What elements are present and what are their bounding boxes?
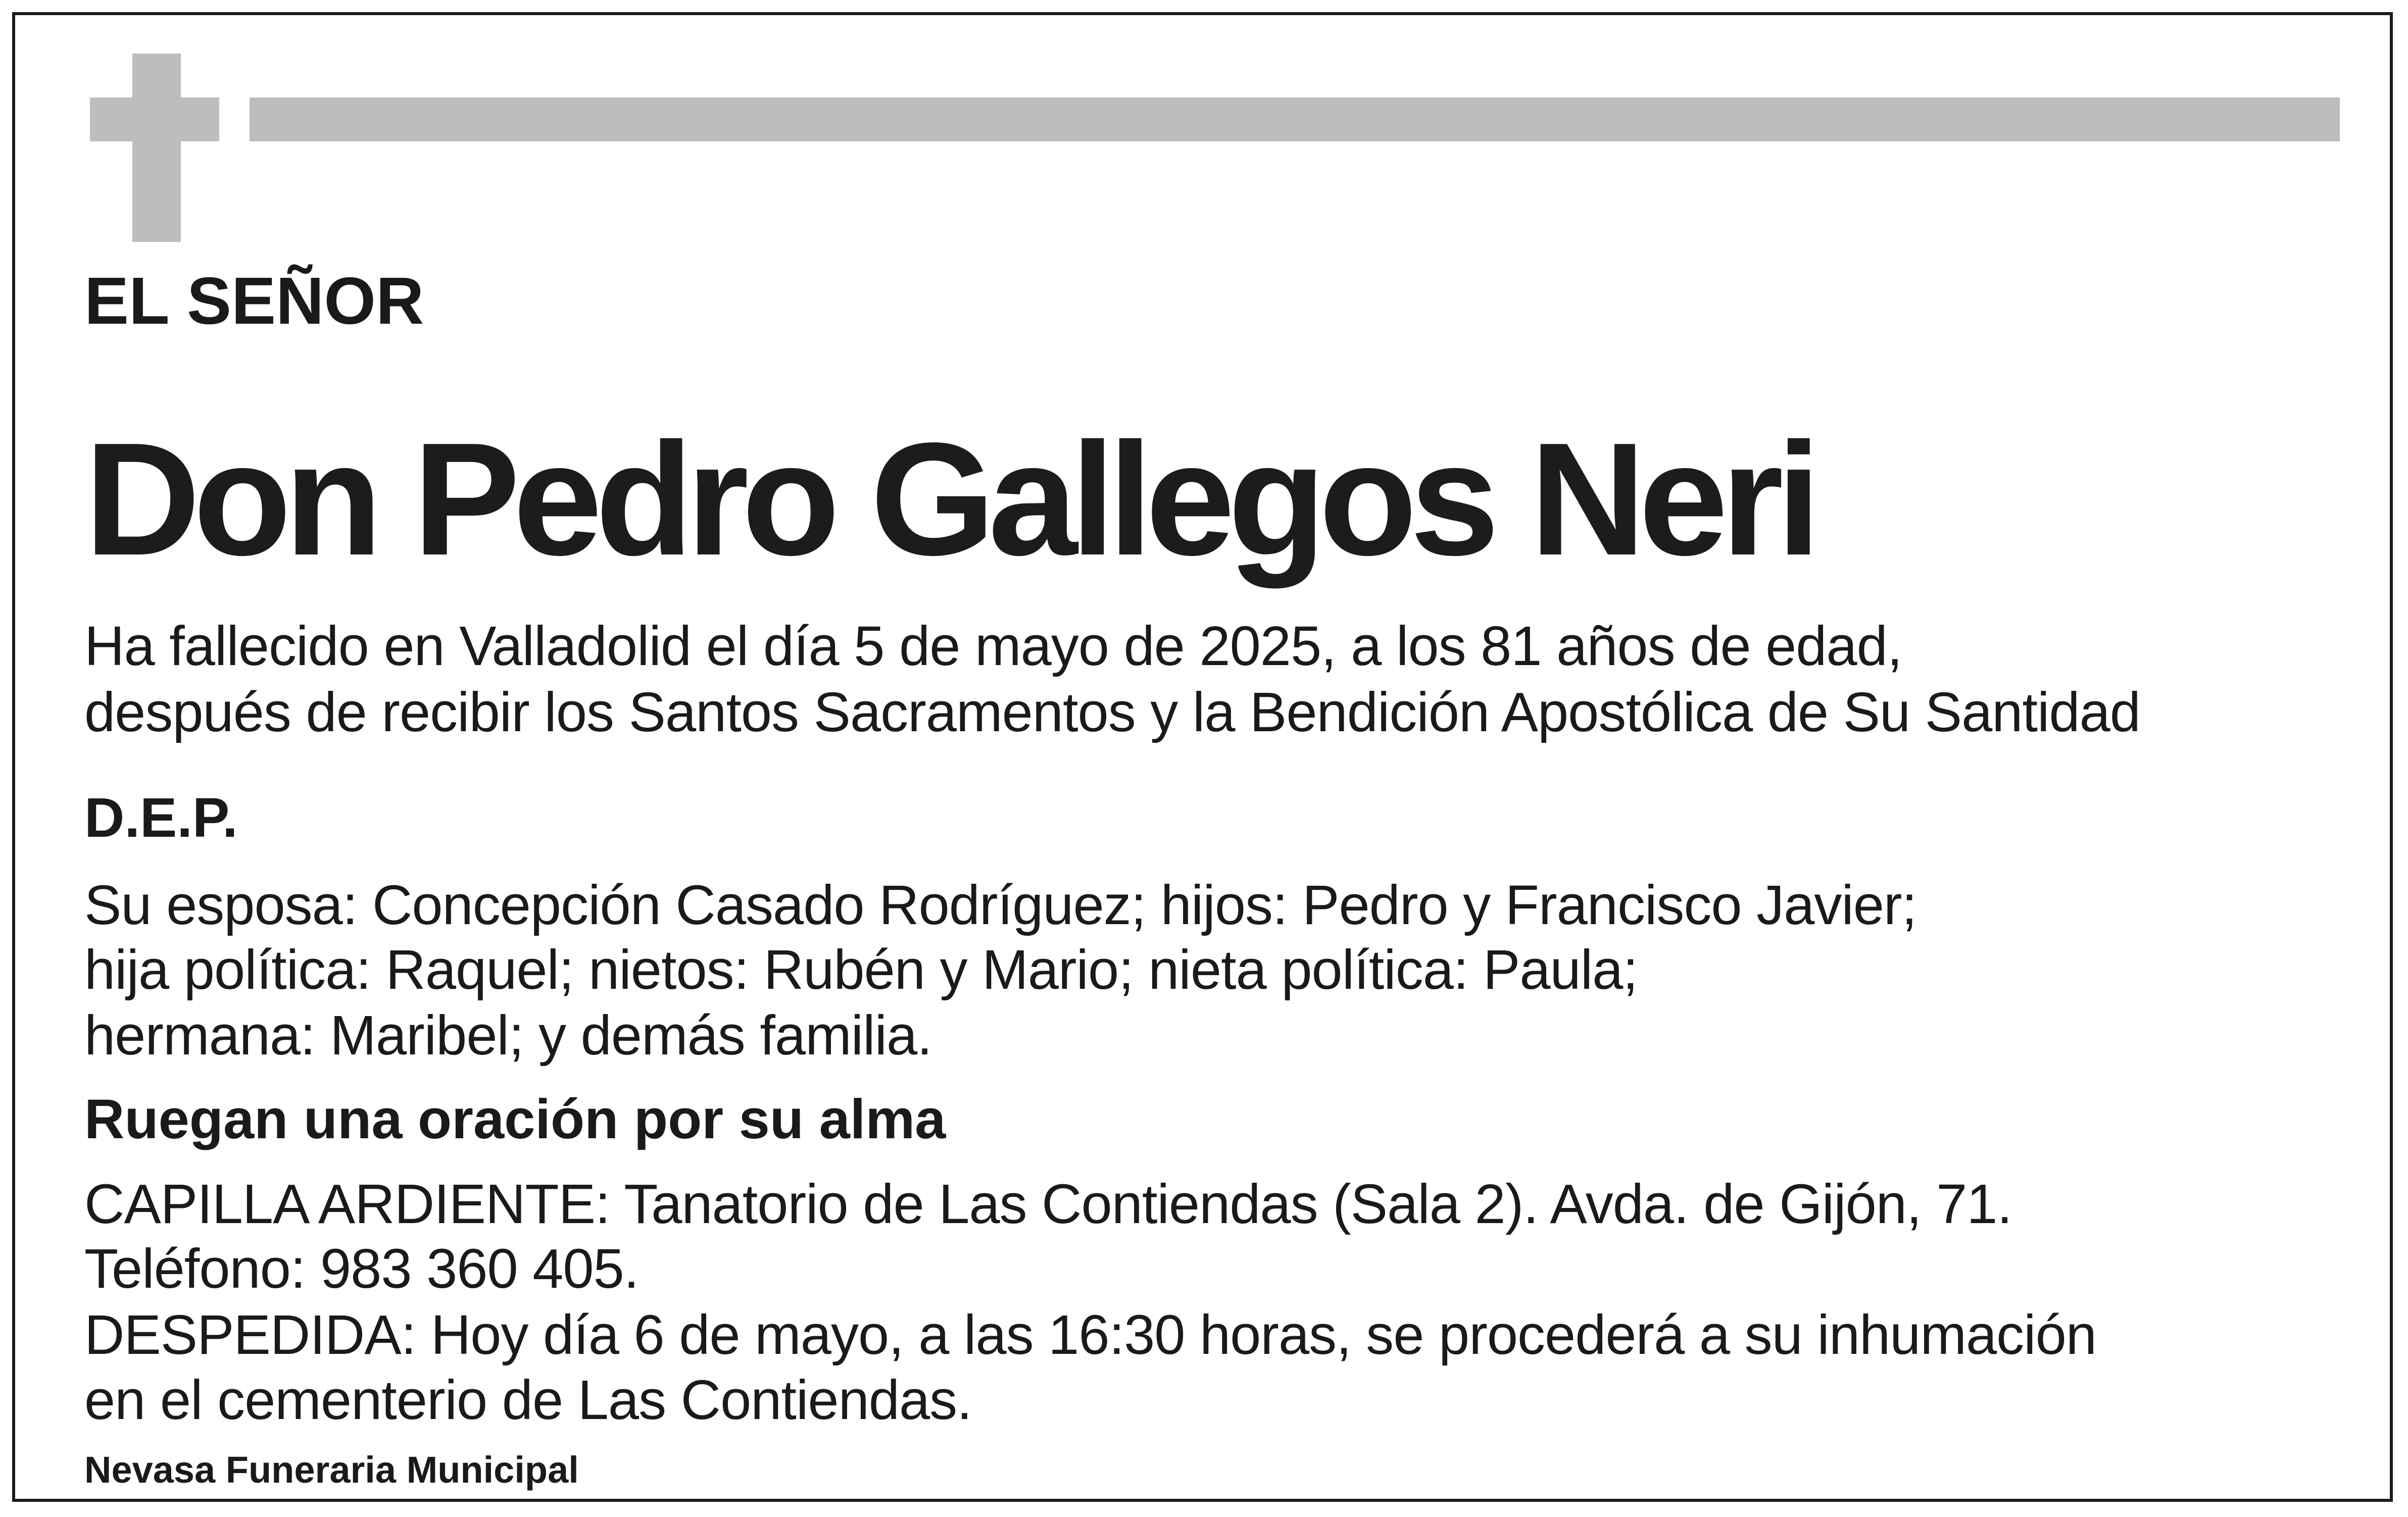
prayer-line: Ruegan una oración por su alma	[84, 1088, 946, 1150]
cross-horizontal-bar	[90, 97, 219, 141]
dep-label: D.E.P.	[84, 787, 238, 849]
details-line-1: CAPILLA ARDIENTE: Tanatorio de Las Contiendas (Sala 2). Avda. de Gijón, 71.	[84, 1173, 2012, 1235]
header-title: EL SEÑOR	[84, 264, 424, 338]
family-line-2: hija política: Raquel; nietos: Rubén y Mario; nieta política: Paula;	[84, 939, 1638, 1001]
details-line-4: en el cementerio de Las Contiendas.	[84, 1369, 972, 1431]
details-line-3: DESPEDIDA: Hoy día 6 de mayo, a las 16:30 horas, se procederá a su inhumación	[84, 1304, 2096, 1366]
family-line-3: hermana: Maribel; y demás familia.	[84, 1004, 932, 1067]
funeral-home-name: Nevasa Funeraria Municipal	[84, 1449, 579, 1491]
details-line-2: Teléfono: 983 360 405.	[84, 1238, 639, 1300]
header-rule	[250, 97, 2340, 141]
cross-vertical-bar	[132, 54, 181, 242]
announcement-line-1: Ha fallecido en Valladolid el día 5 de mayo de 2025, a los 81 años de edad,	[84, 615, 1902, 677]
deceased-name: Don Pedro Gallegos Neri	[84, 410, 1814, 589]
announcement-line-2: después de recibir los Santos Sacramentos y la Bendición Apostólica de Su Santidad	[84, 681, 2140, 743]
family-line-1: Su esposa: Concepción Casado Rodríguez; hijos: Pedro y Francisco Javier;	[84, 874, 1917, 936]
